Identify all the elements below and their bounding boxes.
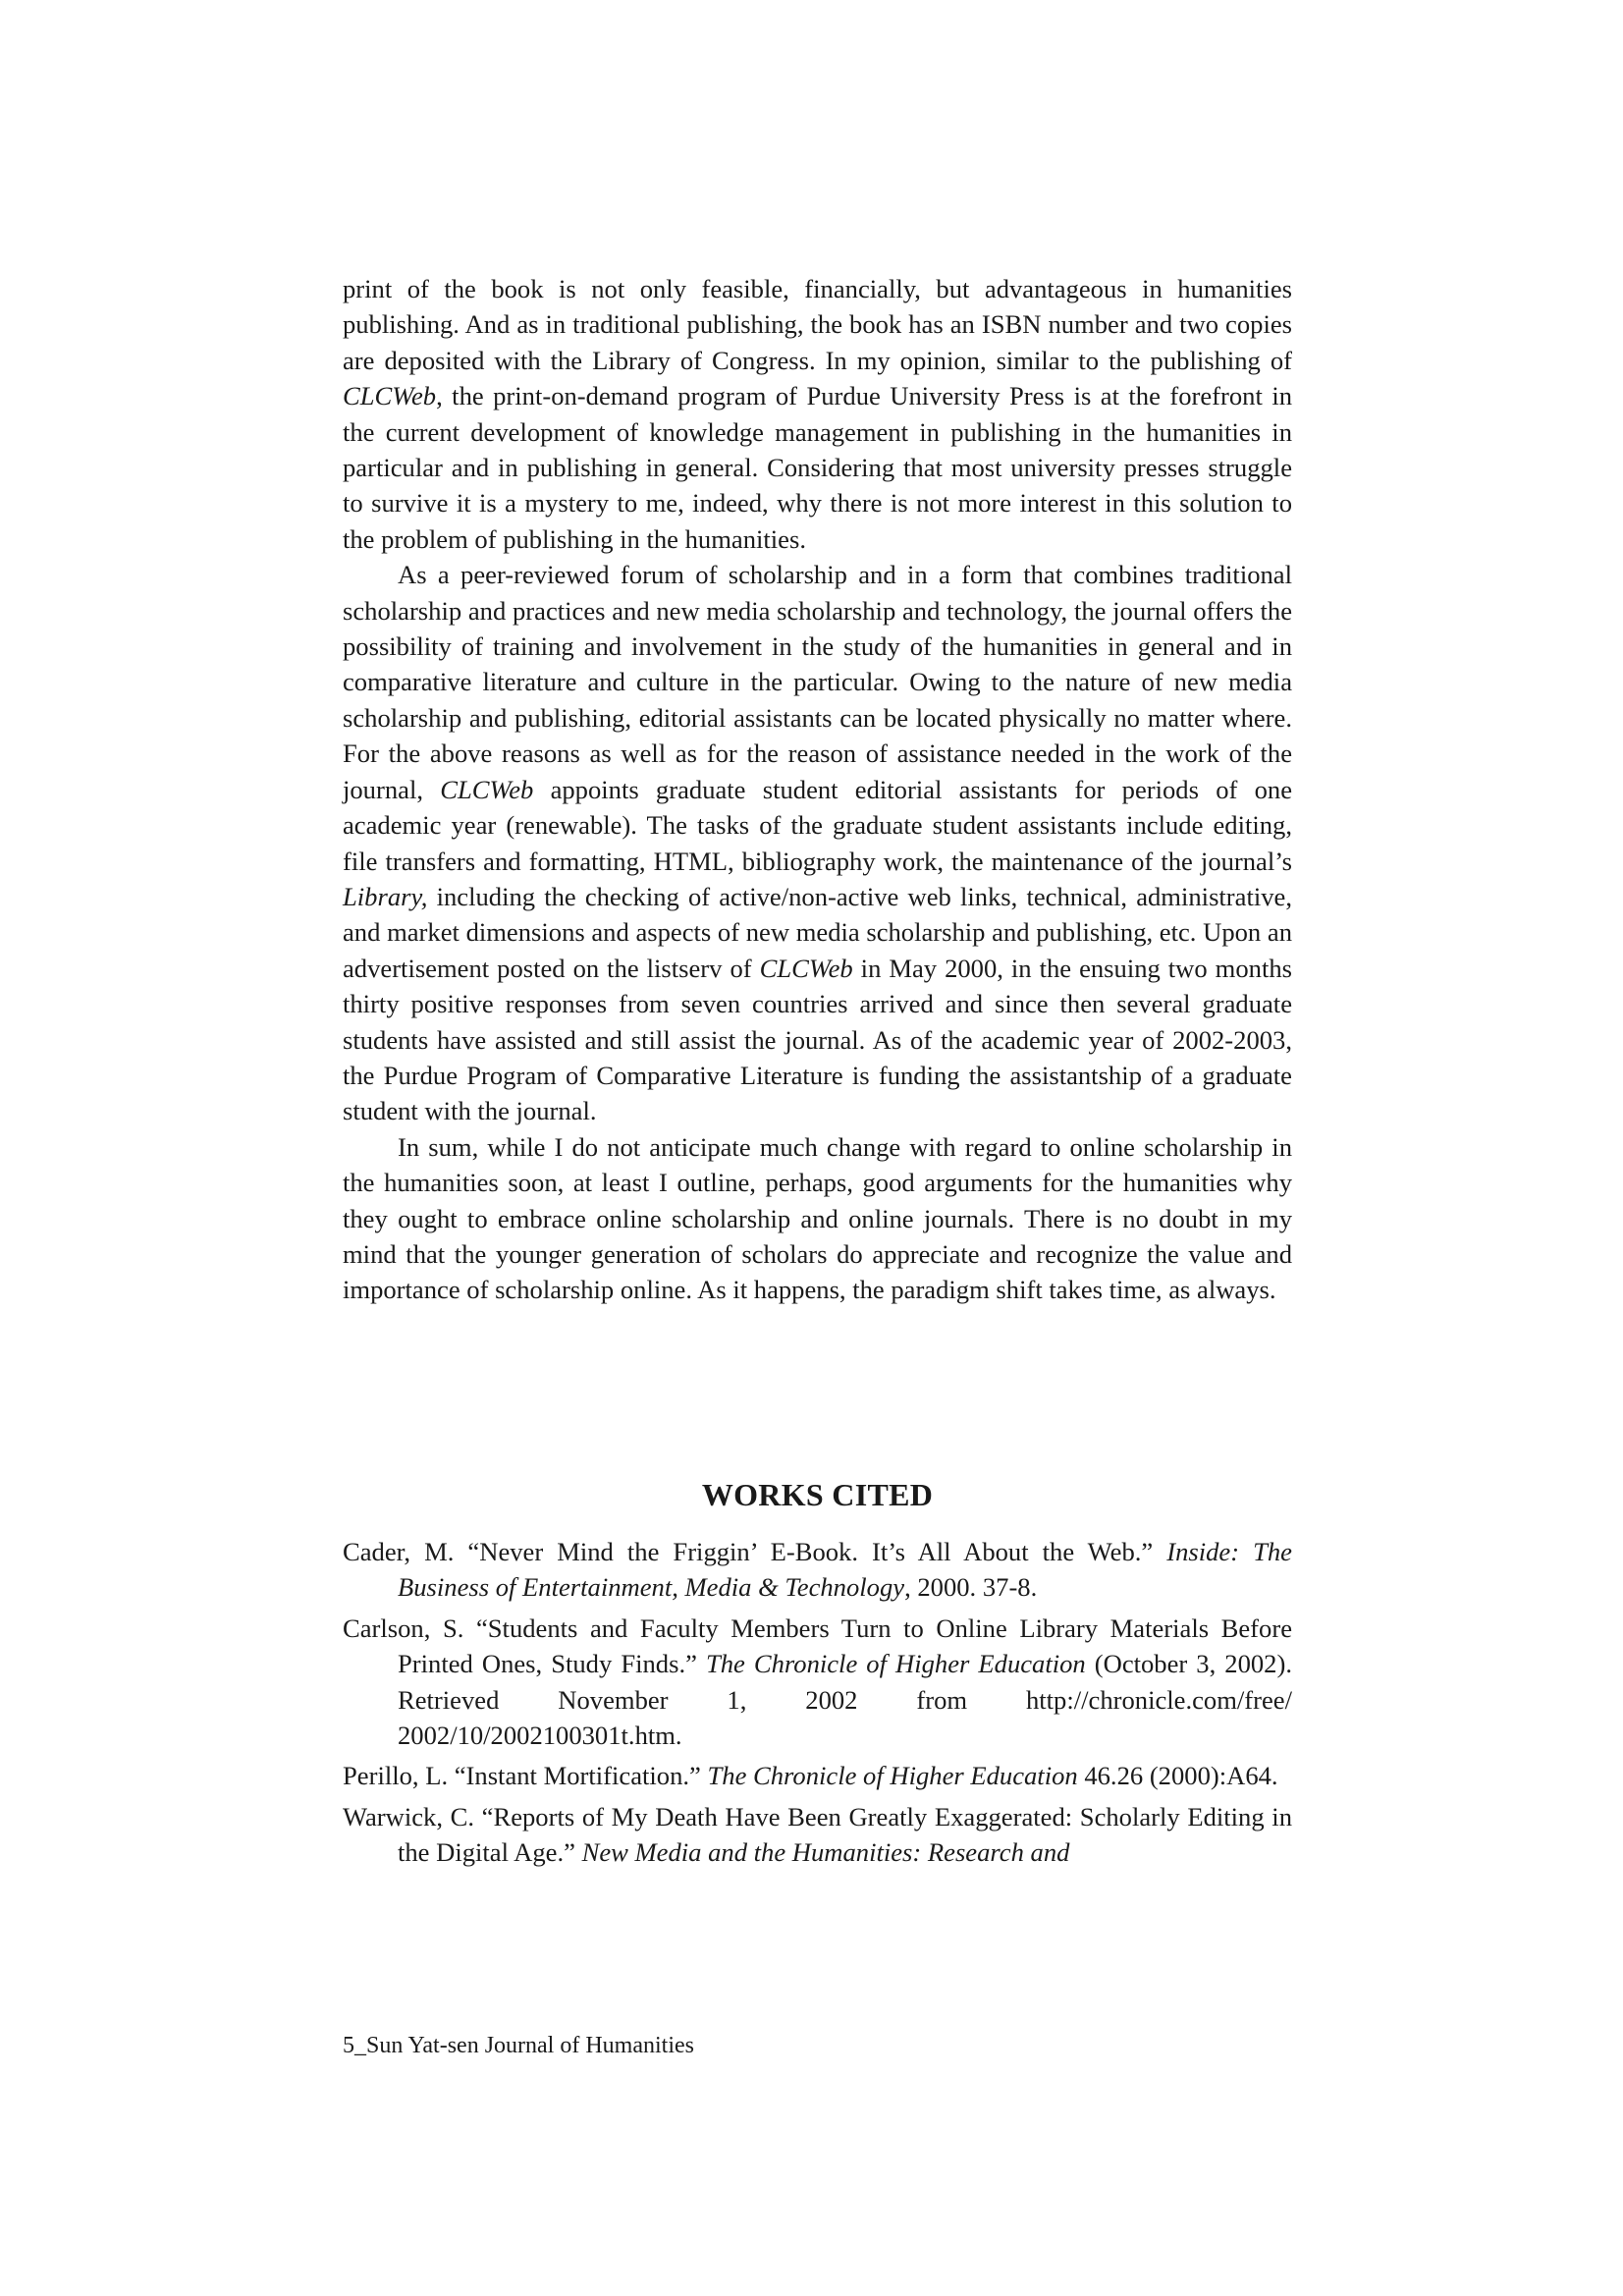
text-run: appoints graduate student editorial assistants for periods of one academic year (renewable). The tasks of the graduate student assistants include editing, file transfers and formatting, HTML, bibliography work, the maintenance of the journal’s bbox=[343, 774, 1292, 876]
text-run: In sum, while I do not anticipate much change with regard to online scholarship in the humanities soon, at least I outline, perhaps, good arguments for the humanities why they ought to embrace online scholarship and online journals. There is no doubt in my mind that the younger generation of scholars do appreciate and recognize the value and importance of scholarship online. As it happens, the paradigm shift takes time, as always. bbox=[343, 1131, 1292, 1305]
italic-text: Inside: The Business of Entertainment, Media & Technology bbox=[398, 1537, 1292, 1603]
text-run: in May 2000, in the ensuing two months thirty positive responses from seven countries arrived and since then several graduate students have assisted and still assist the journal. As of the academic year of 2002-2003, the Purdue Program of Comparative Literature is funding the assistantship of a graduate student with the journal. bbox=[343, 953, 1292, 1126]
text-run: Warwick, C. “Reports of My Death Have Been Greatly Exaggerated: Scholarly Editing in the Digital Age.” bbox=[343, 1801, 1292, 1868]
text-run: As a peer-reviewed forum of scholarship and in a form that combines traditional scholarship and practices and new media scholarship and technology, the journal offers the possibility of training and involvement in the study of the humanities in general and in comparative literature and culture in the particular. Owing to the nature of new media scholarship and publishing, editorial assistants can be located physically no matter where. For the above reasons as well as for the reason of assistance needed in the work of the journal, bbox=[343, 560, 1292, 804]
italic-text: CLCWeb bbox=[440, 774, 534, 804]
page-footer: 5_Sun Yat-sen Journal of Humanities bbox=[343, 2033, 694, 2058]
paragraph-1 bbox=[343, 271, 1292, 557]
text-run: Perillo, L. “Instant Mortification.” bbox=[343, 1761, 708, 1791]
reference-warwick bbox=[343, 1799, 1292, 1871]
text-run: Carlson, S. “Students and Faculty Members Turn to Online Library Materials Before Printed Ones, Study Finds.” bbox=[343, 1613, 1292, 1679]
italic-text: The Chronicle of Higher Education bbox=[707, 1761, 1078, 1791]
text-run: 46.26 (2000):A64. bbox=[1077, 1761, 1278, 1791]
italic-text: The Chronicle of Higher Education bbox=[705, 1649, 1086, 1679]
text-run: including the checking of active/non-active web links, technical, administrative, and market dimensions and aspects of new media scholarship and publishing, etc. Upon an advertisement posted on the listserv of bbox=[343, 881, 1292, 983]
italic-text: CLCWeb bbox=[343, 381, 437, 411]
works-cited-list bbox=[343, 1534, 1292, 1876]
text-run: (October 3, 2002). Retrieved November 1, 2002 from http://chronicle.com/free/ 2002/10/2002100301t.htm. bbox=[398, 1649, 1292, 1751]
italic-text: New Media and the Humanities: Research and bbox=[581, 1837, 1070, 1868]
reference-cader bbox=[343, 1534, 1292, 1606]
paragraph-2 bbox=[343, 557, 1292, 1129]
text-run: , 2000. 37-8. bbox=[904, 1572, 1038, 1603]
works-cited-heading: WORKS CITED bbox=[701, 1477, 934, 1512]
body-text bbox=[343, 271, 1292, 1308]
italic-text: CLCWeb bbox=[759, 953, 853, 983]
italic-text: Library, bbox=[343, 881, 428, 911]
reference-carlson bbox=[343, 1611, 1292, 1754]
reference-perillo bbox=[343, 1758, 1292, 1793]
paragraph-3 bbox=[343, 1129, 1292, 1308]
text-run: , the print-on-demand program of Purdue University Press is at the forefront in the current development of knowledge management in publishing in the humanities in particular and in publishing in general. Considering that most university presses struggle to survive it is a mystery to me, indeed, why there is not more interest in this solution to the problem of publishing in the humanities. bbox=[343, 381, 1292, 554]
text-run: print of the book is not only feasible, financially, but advantageous in humanities publishing. And as in traditional publishing, the book has an ISBN number and two copies are deposited with the Library of Congress. In my opinion, similar to the publishing of bbox=[343, 274, 1292, 375]
text-run: Cader, M. “Never Mind the Friggin’ E-Book. It’s All About the Web.” bbox=[343, 1537, 1167, 1566]
